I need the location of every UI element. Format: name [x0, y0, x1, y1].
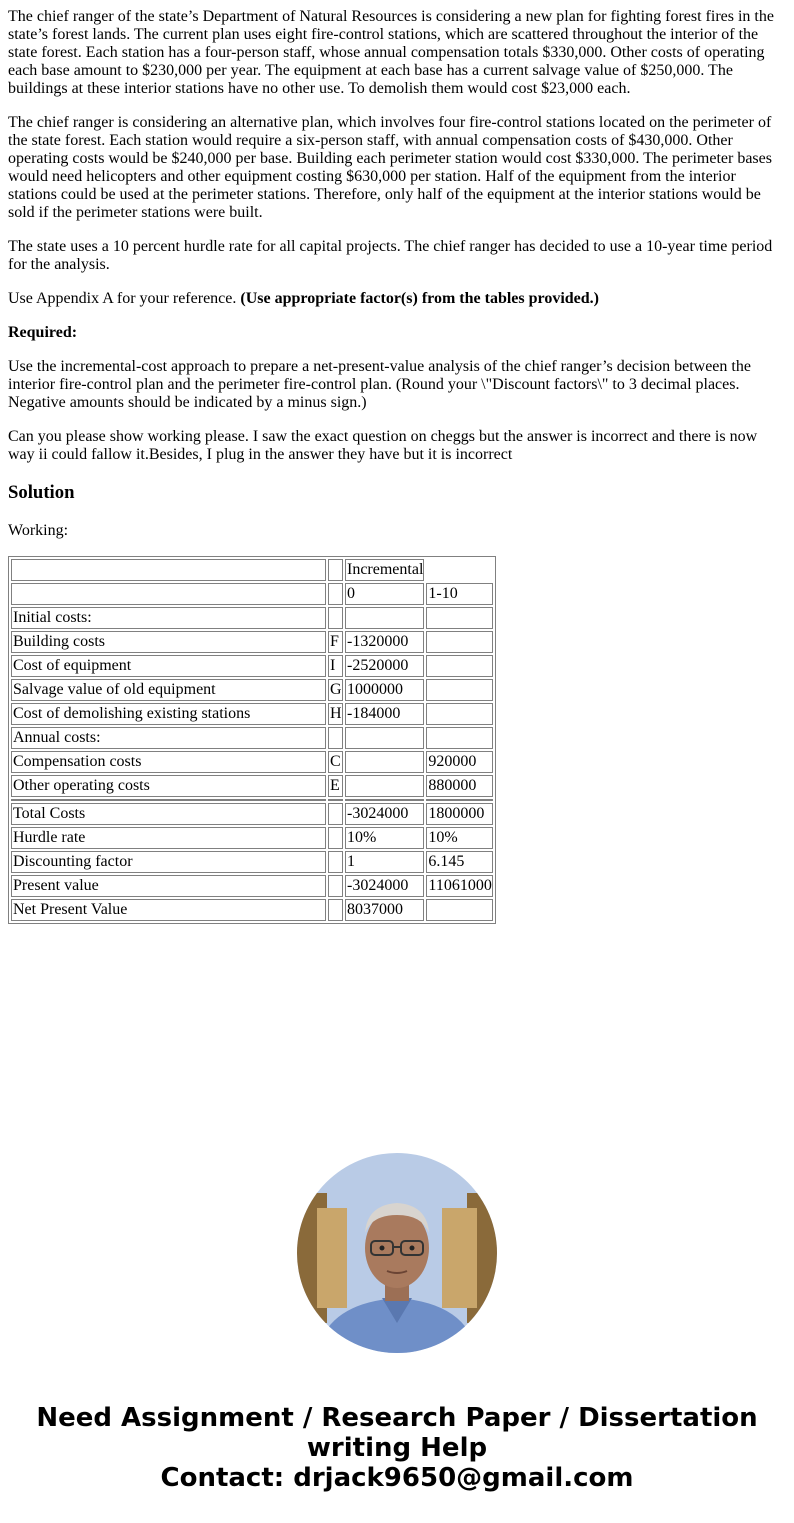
table-row [11, 751, 493, 773]
row-code [328, 583, 343, 605]
row-label: Annual costs: [11, 727, 326, 749]
table-row [11, 851, 493, 873]
page-content [8, 8, 780, 924]
promo-line-1: Need Assignment / Research Paper / Dissertation [36, 1403, 758, 1433]
net-present-value: 8037000 [345, 899, 424, 921]
row-code: C [328, 751, 343, 773]
row-value-year-1-10: 10% [426, 827, 492, 849]
row-value-year-0: 1000000 [345, 679, 424, 701]
row-value-year-1-10 [426, 679, 492, 701]
row-label [11, 583, 326, 605]
column-header-year-1-10: 1-10 [426, 583, 492, 605]
table-row [11, 803, 493, 825]
table-row [11, 727, 493, 749]
table-row [11, 827, 493, 849]
row-label: Salvage value of old equipment [11, 679, 326, 701]
row-value-year-0: 1 [345, 851, 424, 873]
row-value-year-0 [345, 775, 424, 797]
question-paragraph-1: The chief ranger of the state’s Department of Natural Resources is considering a new plan for fighting forest fires in the state’s forest lands. The current plan uses eight fire-control stations, which are scattered throughout the interior of the state forest. Each station has a four-person staff, whose annual compensation totals $330,000. Other costs of operating each base amount to $230,000 per year. The equipment at each base has a current salvage value of $250,000. The buildings at these interior stations have no other use. To demolish them would cost $23,000 each. [8, 8, 774, 97]
row-code: G [328, 679, 343, 701]
author-avatar [297, 1153, 497, 1353]
appendix-bold-note: (Use appropriate factor(s) from the tables provided.) [240, 290, 599, 307]
table-row [11, 775, 493, 797]
row-value-year-1-10 [426, 703, 492, 725]
row-code: I [328, 655, 343, 677]
row-code: H [328, 703, 343, 725]
table-row [11, 679, 493, 701]
row-label: Building costs [11, 631, 326, 653]
row-code [328, 827, 343, 849]
required-label [8, 324, 780, 342]
table-separator-row [11, 799, 493, 801]
row-value-year-1-10 [426, 899, 492, 921]
promo-footer [0, 1403, 794, 1493]
question-paragraph-2: The chief ranger is considering an alternative plan, which involves four fire-control stations located on the perimeter of the state forest. Each station would require a six-person staff, with annual compensation costs of $430,000. Other operating costs would be $240,000 per base. Building each perimeter station would cost $330,000. The perimeter bases would need helicopters and other equipment costing $630,000 per station. Half of the equipment from the interior stations could be used at the perimeter stations. Therefore, only half of the equipment at the interior stations would be sold if the perimeter stations were built. [8, 114, 772, 221]
row-value-year-1-10 [426, 607, 492, 629]
row-label: Present value [11, 875, 326, 897]
row-code [328, 899, 343, 921]
row-value-year-1-10: 880000 [426, 775, 492, 797]
row-label: Total Costs [11, 803, 326, 825]
question-paragraph-3: The state uses a 10 percent hurdle rate for all capital projects. The chief ranger has decided to use a 10-year time period for the analysis. [8, 238, 773, 273]
user-note: Can you please show working please. I saw the exact question on cheggs but the answer is incorrect and there is now way ii could fallow it.Besides, I plug in the answer they have but it is incorrect [8, 428, 758, 463]
table-row [11, 899, 493, 921]
author-portrait-image [297, 1153, 497, 1353]
row-value-year-1-10: 1800000 [426, 803, 492, 825]
row-value-year-1-10 [426, 655, 492, 677]
promo-line-2: writing Help [306, 1433, 488, 1463]
separator-cell [328, 799, 343, 801]
row-label [11, 559, 326, 581]
row-label: Hurdle rate [11, 827, 326, 849]
row-value-year-1-10 [426, 559, 492, 581]
separator-cell [11, 799, 326, 801]
row-label: Net Present Value [11, 899, 326, 921]
row-code [328, 803, 343, 825]
appendix-note [8, 290, 780, 308]
row-value-year-1-10 [426, 727, 492, 749]
table-row [11, 655, 493, 677]
column-header-year-0: 0 [345, 583, 424, 605]
row-value-year-1-10 [426, 631, 492, 653]
row-label: Discounting factor [11, 851, 326, 873]
working-table [8, 556, 496, 924]
appendix-text: Use Appendix A for your reference. [8, 290, 241, 307]
row-label: Compensation costs [11, 751, 326, 773]
table-row [11, 631, 493, 653]
row-value-year-0 [345, 607, 424, 629]
promo-contact: Contact: drjack9650@gmail.com [160, 1463, 634, 1493]
row-value-year-0 [345, 751, 424, 773]
row-label: Cost of equipment [11, 655, 326, 677]
row-label: Initial costs: [11, 607, 326, 629]
row-value-year-0: 10% [345, 827, 424, 849]
row-value-year-0: -184000 [345, 703, 424, 725]
required-label-text: Required: [8, 324, 78, 341]
required-text: Use the incremental-cost approach to prepare a net-present-value analysis of the chief ranger’s decision between the interior fire-control plan and the perimeter fire-control plan. (Round your \"Discount factors\" to 3 decimal places. Negative amounts should be indicated by a minus sign.) [8, 358, 751, 411]
row-code [328, 607, 343, 629]
row-code: E [328, 775, 343, 797]
table-row [11, 703, 493, 725]
row-label: Cost of demolishing existing stations [11, 703, 326, 725]
column-header-incremental: Incremental [345, 559, 424, 581]
row-value-year-0: -1320000 [345, 631, 424, 653]
row-value-year-1-10: 920000 [426, 751, 492, 773]
table-row [11, 875, 493, 897]
separator-cell [345, 799, 424, 801]
row-code [328, 851, 343, 873]
table-row [11, 607, 493, 629]
row-value-year-0: -2520000 [345, 655, 424, 677]
row-value-year-1-10: 11061000 [426, 875, 492, 897]
row-value-year-0: -3024000 [345, 803, 424, 825]
row-code: F [328, 631, 343, 653]
table-row [11, 559, 493, 581]
table-row [11, 583, 493, 605]
row-value-year-0 [345, 727, 424, 749]
row-value-year-1-10: 6.145 [426, 851, 492, 873]
row-value-year-0: -3024000 [345, 875, 424, 897]
working-label: Working: [8, 522, 69, 539]
row-code [328, 559, 343, 581]
solution-heading: Solution [8, 482, 75, 503]
row-code [328, 727, 343, 749]
row-code [328, 875, 343, 897]
row-label: Other operating costs [11, 775, 326, 797]
separator-cell [426, 799, 492, 801]
